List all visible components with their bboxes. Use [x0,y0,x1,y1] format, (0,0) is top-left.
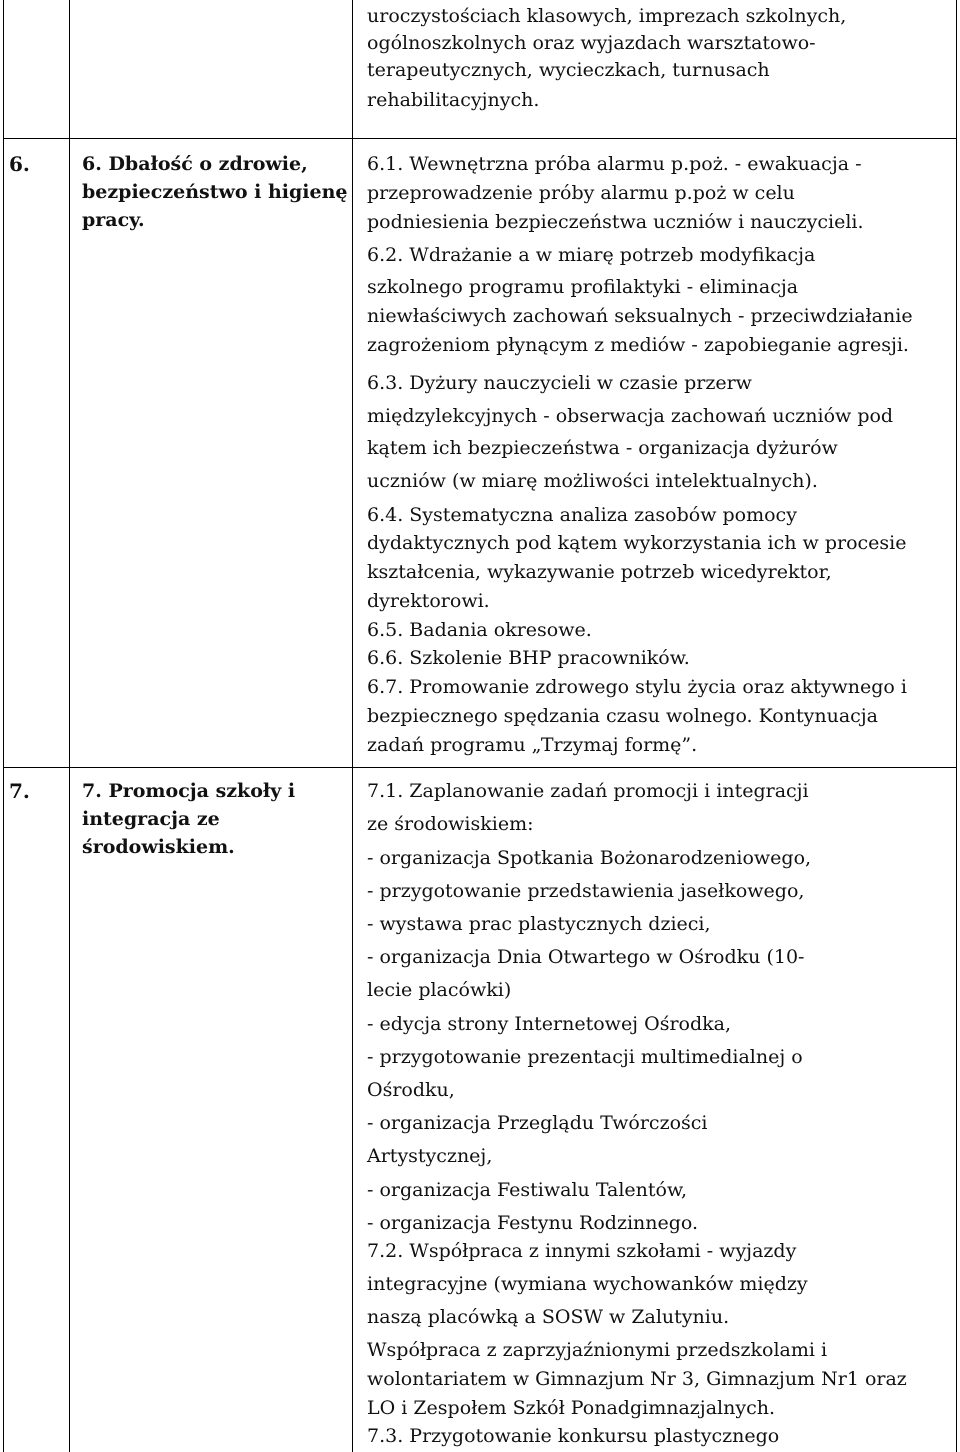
content-line: wolontariatem w Gimnazjum Nr 3, Gimnazjum Nr1 oraz [367,1368,907,1390]
content-line: lecie placówki) [367,979,512,1001]
content-line: 6.5. Badania okresowe. [367,619,592,641]
content-line: - organizacja Festiwalu Talentów, [367,1179,688,1201]
table-row [3,0,957,138]
topic-line: integracja ze [82,808,220,830]
content-line: zagrożeniom płynącym z mediów - zapobieganie agresji. [367,334,909,356]
content-line: dyrektorowi. [367,590,490,612]
content-line: zadań programu „Trzymaj formę”. [367,734,698,756]
topic-line: pracy. [82,209,145,231]
content-line: szkolnego programu profilaktyki - eliminacja [367,276,799,298]
table-row [3,138,957,767]
content-line: 6.1. Wewnętrzna próba alarmu p.poż. - ewakuacja - [367,153,862,175]
content-line: 6.3. Dyżury nauczycieli w czasie przerw [367,372,752,394]
content-line: 6.4. Systematyczna analiza zasobów pomocy [367,504,797,526]
plan-table [3,0,957,1452]
content-line: 6.2. Wdrażanie a w miarę potrzeb modyfikacja [367,244,816,266]
content-line: - organizacja Festynu Rodzinnego. [367,1212,699,1234]
table-row [3,767,957,1452]
content-line: niewłaściwych zachowań seksualnych - przeciwdziałanie [367,305,913,327]
content-line: LO i Zespołem Szkół Ponadgimnazjalnych. [367,1397,775,1419]
content-line: kątem ich bezpieczeństwa - organizacja dyżurów [367,437,838,459]
topic-line: 6. Dbałość o zdrowie, [82,153,308,175]
content-line: integracyjne (wymiana wychowanków między [367,1273,808,1295]
content-line: - organizacja Przeglądu Twórczości [367,1112,708,1134]
content-line: Ośrodku, [367,1079,455,1101]
content-line: ogólnoszkolnych oraz wyjazdach warsztatowo- [367,32,816,54]
content-line: 6.6. Szkolenie BHP pracowników. [367,647,690,669]
content-line: bezpiecznego spędzania czasu wolnego. Kontynuacja [367,705,879,727]
topic-line: środowiskiem. [82,836,235,858]
content-line: naszą placówką a SOSW w Zalutyniu. [367,1306,730,1328]
content-line: podniesienia bezpieczeństwa uczniów i nauczycieli. [367,211,864,233]
content-line: ze środowiskiem: [367,813,534,835]
content-line: Artystycznej, [367,1145,493,1167]
content-line: - przygotowanie prezentacji multimedialnej o [367,1046,803,1068]
content-line: - organizacja Spotkania Bożonarodzeniowego, [367,847,812,869]
content-line: terapeutycznych, wycieczkach, turnusach [367,59,770,81]
content-line: 6.7. Promowanie zdrowego stylu życia oraz aktywnego i [367,676,907,698]
content-line: - wystawa prac plastycznych dzieci, [367,913,711,935]
content-line: 7.3. Przygotowanie konkursu plastycznego [367,1425,780,1447]
row-number: 7. [9,779,30,803]
content-line: 7.2. Współpraca z innymi szkołami - wyjazdy [367,1240,797,1262]
content-line: Współpraca z zaprzyjaźnionymi przedszkolami i [367,1339,828,1361]
content-line: - przygotowanie przedstawienia jasełkowego, [367,880,805,902]
topic-line: 7. Promocja szkoły i [82,780,296,802]
content-line: dydaktycznych pod kątem wykorzystania ich w procesie [367,532,907,554]
content-line: rehabilitacyjnych. [367,89,540,111]
content-line: międzylekcyjnych - obserwacja zachowań uczniów pod [367,405,894,427]
content-line: - edycja strony Internetowej Ośrodka, [367,1013,732,1035]
content-line: przeprowadzenie próby alarmu p.poż w celu [367,182,795,204]
row-number: 6. [9,152,30,176]
content-line: uroczystościach klasowych, imprezach szkolnych, [367,5,847,27]
content-line: 7.1. Zaplanowanie zadań promocji i integracji [367,780,809,802]
content-line: - organizacja Dnia Otwartego w Ośrodku (10- [367,946,805,968]
content-line: uczniów (w miarę możliwości intelektualnych). [367,470,818,492]
content-line: kształcenia, wykazywanie potrzeb wicedyrektor, [367,561,832,583]
topic-line: bezpieczeństwo i higienę [82,181,348,203]
